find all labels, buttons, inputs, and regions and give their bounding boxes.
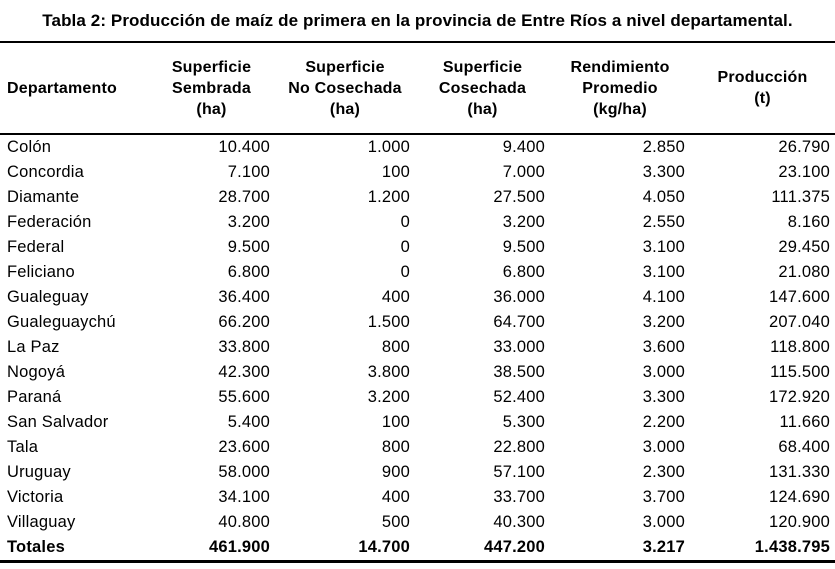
- column-header-line: Superficie: [305, 58, 385, 76]
- value-cell: 28.700: [218, 188, 270, 206]
- value-cell: 3.200: [227, 213, 270, 231]
- departamento-cell: Tala: [7, 438, 39, 456]
- column-header-departamento: [0, 43, 148, 134]
- value-cell: 10.400: [218, 138, 270, 156]
- departamento-cell: Colón: [7, 138, 52, 156]
- value-cell: 55.600: [218, 388, 270, 406]
- value-cell: 34.100: [218, 488, 270, 506]
- departamento-cell: San Salvador: [7, 413, 109, 431]
- column-header-superficie-cosechada: [415, 43, 550, 134]
- value-cell: 68.400: [778, 438, 830, 456]
- value-cell: 1.438.795: [754, 538, 830, 556]
- value-cell: 111.375: [771, 188, 830, 206]
- value-cell: 4.100: [642, 288, 685, 306]
- column-header-line: Sembrada: [172, 79, 251, 97]
- value-cell: 7.000: [502, 163, 545, 181]
- table-row: [0, 435, 835, 460]
- value-cell: 147.600: [768, 288, 830, 306]
- value-cell: 5.400: [227, 413, 270, 431]
- value-cell: 800: [381, 338, 410, 356]
- value-cell: 2.300: [642, 463, 685, 481]
- value-cell: 14.700: [358, 538, 410, 556]
- header-row: [0, 43, 835, 134]
- column-header-rendimiento-promedio: [550, 43, 690, 134]
- value-cell: 400: [381, 488, 410, 506]
- table-row: [0, 310, 835, 335]
- value-cell: 0: [400, 213, 410, 231]
- value-cell: 26.790: [778, 138, 830, 156]
- value-cell: 3.000: [642, 513, 685, 531]
- table-header: [0, 43, 835, 134]
- value-cell: 100: [381, 413, 410, 431]
- value-cell: 500: [381, 513, 410, 531]
- value-cell: 21.080: [778, 263, 830, 281]
- value-cell: 38.500: [493, 363, 545, 381]
- column-header-line: (t): [754, 90, 771, 107]
- value-cell: 33.000: [493, 338, 545, 356]
- column-header-line: Rendimiento: [570, 58, 670, 76]
- value-cell: 23.600: [218, 438, 270, 456]
- table-row: [0, 185, 835, 210]
- table-title: Tabla 2: Producción de maíz de primera en la provincia de Entre Ríos a nivel departamental.: [0, 0, 835, 43]
- value-cell: 3.300: [642, 388, 685, 406]
- value-cell: 5.300: [502, 413, 545, 431]
- production-table: [0, 43, 835, 563]
- departamento-cell: Victoria: [7, 488, 64, 506]
- table-row: [0, 410, 835, 435]
- value-cell: 172.920: [768, 388, 830, 406]
- departamento-cell: Nogoyá: [7, 363, 66, 381]
- value-cell: 900: [381, 463, 410, 481]
- value-cell: 6.800: [502, 263, 545, 281]
- column-header-line: No Cosechada: [288, 79, 402, 97]
- value-cell: 2.850: [642, 138, 685, 156]
- column-header-line: (kg/ha): [593, 100, 647, 118]
- value-cell: 66.200: [218, 313, 270, 331]
- departamento-cell: Gualeguay: [7, 288, 89, 306]
- value-cell: 2.550: [642, 213, 685, 231]
- value-cell: 3.200: [502, 213, 545, 231]
- value-cell: 3.100: [642, 263, 685, 281]
- table-row: [0, 485, 835, 510]
- value-cell: 1.000: [367, 138, 410, 156]
- table-row: [0, 460, 835, 485]
- value-cell: 52.400: [493, 388, 545, 406]
- value-cell: 9.500: [227, 238, 270, 256]
- value-cell: 40.800: [218, 513, 270, 531]
- value-cell: 23.100: [778, 163, 830, 181]
- value-cell: 3.300: [642, 163, 685, 181]
- value-cell: 207.040: [768, 313, 830, 331]
- table-row: [0, 134, 835, 160]
- table-row: [0, 260, 835, 285]
- value-cell: 0: [400, 238, 410, 256]
- value-cell: 3.200: [642, 313, 685, 331]
- column-header-line: (ha): [196, 100, 227, 118]
- value-cell: 9.400: [502, 138, 545, 156]
- value-cell: 29.450: [778, 238, 830, 256]
- value-cell: 11.660: [779, 413, 830, 431]
- departamento-cell: Feliciano: [7, 263, 75, 281]
- departamento-cell: Villaguay: [7, 513, 76, 531]
- table-row: [0, 160, 835, 185]
- value-cell: 124.690: [768, 488, 830, 506]
- value-cell: 9.500: [502, 238, 545, 256]
- value-cell: 0: [400, 263, 410, 281]
- column-header-line: Departamento: [7, 79, 117, 97]
- value-cell: 4.050: [642, 188, 685, 206]
- table-body: [0, 134, 835, 535]
- table-row: [0, 385, 835, 410]
- column-header-line: (ha): [329, 100, 361, 118]
- value-cell: 3.000: [642, 363, 685, 381]
- value-cell: 3.700: [642, 488, 685, 506]
- value-cell: 118.800: [770, 338, 830, 356]
- departamento-cell: Diamante: [7, 188, 80, 206]
- table-row: [0, 510, 835, 535]
- value-cell: 120.900: [768, 513, 830, 531]
- column-header-produccion: [690, 43, 835, 134]
- table-row: [0, 285, 835, 310]
- value-cell: 3.217: [642, 538, 685, 556]
- departamento-cell: Gualeguaychú: [7, 313, 116, 331]
- value-cell: 447.200: [483, 538, 545, 556]
- departamento-cell: Paraná: [7, 388, 62, 406]
- departamento-cell: Concordia: [7, 163, 85, 181]
- column-header-line: Producción: [717, 69, 808, 86]
- departamento-cell: Uruguay: [7, 463, 71, 481]
- table-footer: [0, 535, 835, 562]
- value-cell: 42.300: [218, 363, 270, 381]
- value-cell: 3.800: [367, 363, 410, 381]
- column-header-line: Promedio: [582, 79, 658, 97]
- value-cell: 6.800: [227, 263, 270, 281]
- value-cell: 27.500: [493, 188, 545, 206]
- value-cell: 115.500: [770, 363, 830, 381]
- column-header-line: (ha): [467, 100, 498, 118]
- value-cell: 400: [381, 288, 410, 306]
- value-cell: 3.200: [367, 388, 410, 406]
- departamento-cell: Totales: [7, 538, 65, 556]
- value-cell: 36.400: [218, 288, 270, 306]
- value-cell: 36.000: [493, 288, 545, 306]
- value-cell: 33.700: [493, 488, 545, 506]
- column-header-superficie-no-cosechada: [275, 43, 415, 134]
- column-header-line: Cosechada: [438, 79, 527, 97]
- value-cell: 461.900: [208, 538, 270, 556]
- departamento-cell: La Paz: [7, 338, 60, 356]
- departamento-cell: Federal: [7, 238, 65, 256]
- value-cell: 33.800: [218, 338, 270, 356]
- value-cell: 8.160: [787, 213, 830, 231]
- value-cell: 7.100: [227, 163, 270, 181]
- value-cell: 58.000: [218, 463, 270, 481]
- table-row: [0, 235, 835, 260]
- value-cell: 57.100: [493, 463, 545, 481]
- value-cell: 40.300: [493, 513, 545, 531]
- value-cell: 3.100: [642, 238, 685, 256]
- table-row: [0, 360, 835, 385]
- column-header-superficie-sembrada: [148, 43, 275, 134]
- value-cell: 2.200: [642, 413, 685, 431]
- value-cell: 1.500: [367, 313, 410, 331]
- value-cell: 64.700: [493, 313, 545, 331]
- table-row: [0, 210, 835, 235]
- value-cell: 800: [381, 438, 410, 456]
- value-cell: 1.200: [367, 188, 410, 206]
- value-cell: 22.800: [493, 438, 545, 456]
- column-header-line: Superficie: [442, 58, 523, 76]
- departamento-cell: Federación: [7, 213, 92, 231]
- value-cell: 131.330: [768, 463, 830, 481]
- totals-row: [0, 535, 835, 562]
- value-cell: 3.600: [642, 338, 685, 356]
- table-row: [0, 335, 835, 360]
- column-header-line: Superficie: [171, 58, 252, 76]
- value-cell: 3.000: [642, 438, 685, 456]
- value-cell: 100: [381, 163, 410, 181]
